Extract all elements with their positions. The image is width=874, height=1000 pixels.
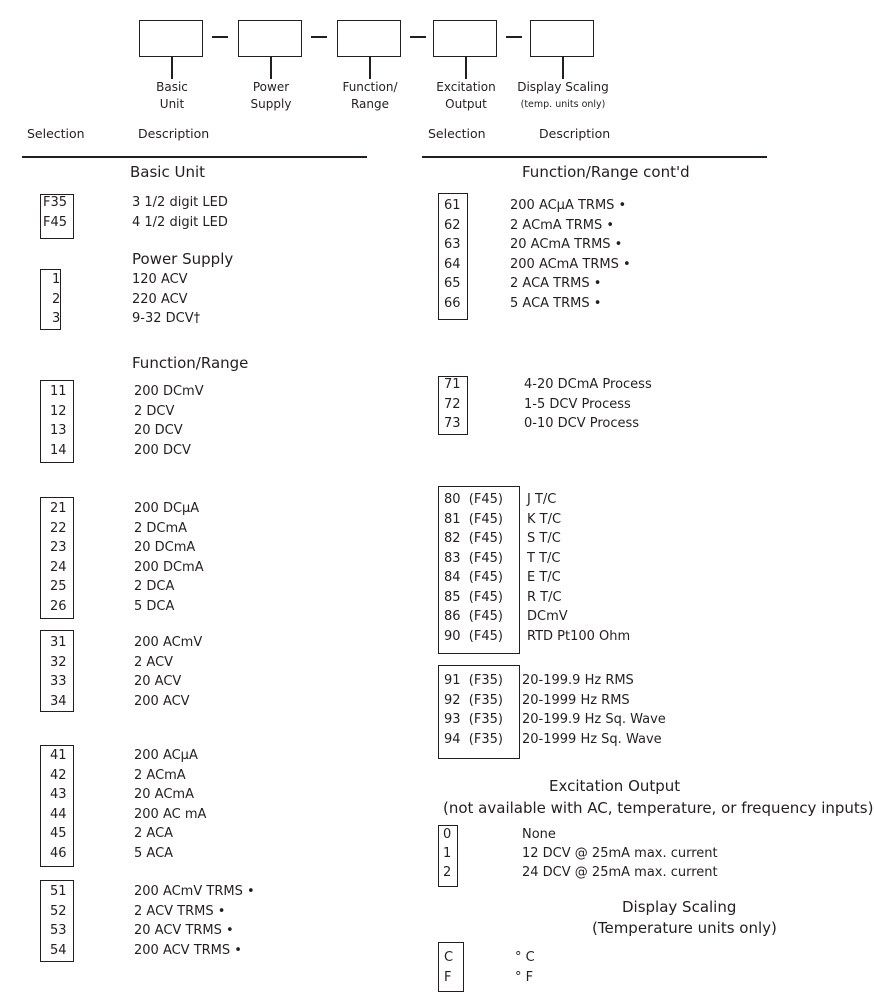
left-divider [22,156,367,158]
selection-code: 25 [50,579,67,594]
selection-description: None [522,827,556,842]
left-selection-header: Selection [27,126,85,141]
selection-code: 91 (F35) [444,673,503,688]
selection-description: 5 ACA TRMS • [510,295,602,311]
right-selection-header: Selection [428,126,486,141]
selection-description: 20 ACV [134,674,182,689]
selection-code: 26 [50,598,67,614]
selection-description: 20-199.9 Hz Sq. Wave [522,712,666,727]
selection-code: 52 [50,903,67,919]
selection-description: 3 1/2 digit LED [132,195,228,210]
selection-code: 92 (F35) [444,692,503,708]
heading-display-scaling: Display Scaling [622,898,737,916]
selection-code: 24 [50,559,67,575]
selection-description: 200 ACµA TRMS • [510,198,627,213]
heading-function-range: Function/Range [132,354,249,372]
selection-description: 200 ACV TRMS • [134,942,242,958]
left-description-header: Description [138,126,210,141]
selection-description: 2 ACmA [134,767,186,783]
selection-description: 5 ACA [134,845,174,861]
selection-code: 73 [444,416,461,431]
leader-line [562,57,564,79]
selection-description: 2 DCmA [134,520,188,536]
selection-description: 20-199.9 Hz RMS [522,673,634,688]
selection-description: 20 ACmA [134,787,194,802]
selection-code: F [444,970,452,985]
selection-description: 20-1999 Hz RMS [522,692,630,708]
selection-code: 63 [444,237,461,252]
selection-description: E T/C [527,570,561,585]
selection-code: 45 [50,826,67,841]
selection-code: 82 (F45) [444,531,503,546]
selection-code: 42 [50,767,67,783]
selection-code: 14 [50,442,67,458]
selection-code: 2 [443,865,452,880]
selection-description: 200 DCmV [134,384,204,399]
selection-code: 32 [50,654,67,670]
selection-code: 86 (F45) [444,609,503,624]
selection-code: 62 [444,217,461,233]
part-field-label: Excitation Output [436,80,496,111]
selection-code: 13 [50,423,67,438]
selection-description: 2 ACmA TRMS • [510,217,615,233]
selection-description: 200 AC mA [134,806,207,822]
selection-description: 20 DCV [134,423,183,438]
selection-code: 90 (F45) [444,628,503,644]
heading-excitation-output: Excitation Output [549,777,681,795]
selection-description: 200 ACmA TRMS • [510,256,631,272]
selection-description: J T/C [527,492,557,507]
selection-description: 12 DCV @ 25mA max. current [522,846,718,861]
selection-description: 2 DCV [134,403,175,419]
selection-description: 120 ACV [132,272,188,287]
selection-description: 200 ACmV [134,635,203,650]
selection-description: 200 DCµA [134,501,200,516]
selection-description: RTD Pt100 Ohm [527,628,631,644]
selection-description: 200 DCV [134,442,191,458]
selection-description: 200 ACV [134,693,190,709]
selection-description: T T/C [527,550,561,566]
selection-description: 2 ACV TRMS • [134,903,226,919]
selection-description: ° F [515,970,534,985]
selection-description: 24 DCV @ 25mA max. current [522,865,718,880]
heading-function-range-contd: Function/Range cont'd [522,163,690,181]
selection-code: 51 [50,884,67,899]
separator-dash [506,36,522,38]
selection-description: 20 ACmA TRMS • [510,237,623,252]
selection-description: 200 ACmV TRMS • [134,884,255,899]
selection-description: 9-32 DCV† [132,311,201,326]
part-field-label: Basic Unit [156,80,188,111]
leader-line [465,57,467,79]
part-field-label: Display Scaling (temp. units only) [517,80,609,110]
selection-description: 200 DCmA [134,559,204,575]
selection-code: 1 [443,846,452,861]
selection-description: 4-20 DCmA Process [524,377,652,392]
separator-dash [311,36,327,38]
selection-description: 1-5 DCV Process [524,396,631,412]
selection-description: 20 ACV TRMS • [134,923,234,938]
right-divider [422,156,767,158]
selection-description: 2 ACV [134,654,174,670]
selection-code: 33 [50,674,67,689]
separator-dash [212,36,228,38]
part-field-box [337,20,401,57]
selection-code: 3 [52,311,61,326]
selection-description: 5 DCA [134,598,175,614]
selection-code: 94 (F35) [444,731,503,747]
heading-power-supply: Power Supply [132,250,234,268]
selection-code: 1 [52,272,61,287]
selection-code: 61 [444,198,461,213]
selection-description: 220 ACV [132,291,188,307]
selection-description: 2 ACA [134,826,174,841]
separator-dash [410,36,426,38]
part-field-box [139,20,203,57]
selection-code: 65 [444,276,461,291]
selection-code: 21 [50,501,67,516]
part-field-label: Function/ Range [342,80,398,111]
selection-code: 34 [50,693,67,709]
selection-description: 2 DCA [134,579,175,594]
selection-code: 2 [52,291,61,307]
selection-description: 2 ACA TRMS • [510,276,602,291]
selection-code: 71 [444,377,461,392]
excitation-note: (not available with AC, temperature, or frequency inputs) [443,799,874,817]
selection-description: ° C [515,950,535,965]
selection-description: 4 1/2 digit LED [132,215,228,230]
selection-description: R T/C [527,589,562,605]
part-field-box [238,20,302,57]
selection-description: 20 DCmA [134,540,196,555]
selection-description: S T/C [527,531,561,546]
leader-line [369,57,371,79]
selection-code: 43 [50,787,67,802]
selection-code: 22 [50,520,67,536]
selection-code: 66 [444,295,461,311]
leader-line [171,57,173,79]
selection-code: 80 (F45) [444,492,503,507]
display-scaling-note: (Temperature units only) [592,919,777,937]
selection-description: 20-1999 Hz Sq. Wave [522,731,662,747]
part-field-box [433,20,497,57]
heading-basic-unit: Basic Unit [130,163,206,181]
selection-code: 12 [50,403,67,419]
selection-description: DCmV [527,609,568,624]
selection-code: F35 [43,195,68,210]
selection-description: 0-10 DCV Process [524,416,640,431]
selection-code: 54 [50,942,67,958]
selection-code: F45 [43,215,68,230]
selection-code: C [444,950,454,965]
selection-code: 31 [50,635,67,650]
leader-line [270,57,272,79]
selection-code: 53 [50,923,67,938]
selection-code: 44 [50,806,67,822]
part-field-label: Power Supply [250,80,292,111]
selection-code: 93 (F35) [444,712,503,727]
selection-code: 81 (F45) [444,511,503,527]
selection-code: 72 [444,396,461,412]
selection-code: 11 [50,384,67,399]
selection-code: 84 (F45) [444,570,503,585]
selection-code: 83 (F45) [444,550,503,566]
part-field-box [530,20,594,57]
selection-code: 0 [443,827,452,842]
selection-code: 23 [50,540,67,555]
selection-description: K T/C [527,511,562,527]
selection-code: 85 (F45) [444,589,503,605]
selection-code: 64 [444,256,461,272]
selection-description: 200 ACµA [134,748,198,763]
right-description-header: Description [539,126,611,141]
selection-code: 46 [50,845,67,861]
selection-code: 41 [50,748,67,763]
